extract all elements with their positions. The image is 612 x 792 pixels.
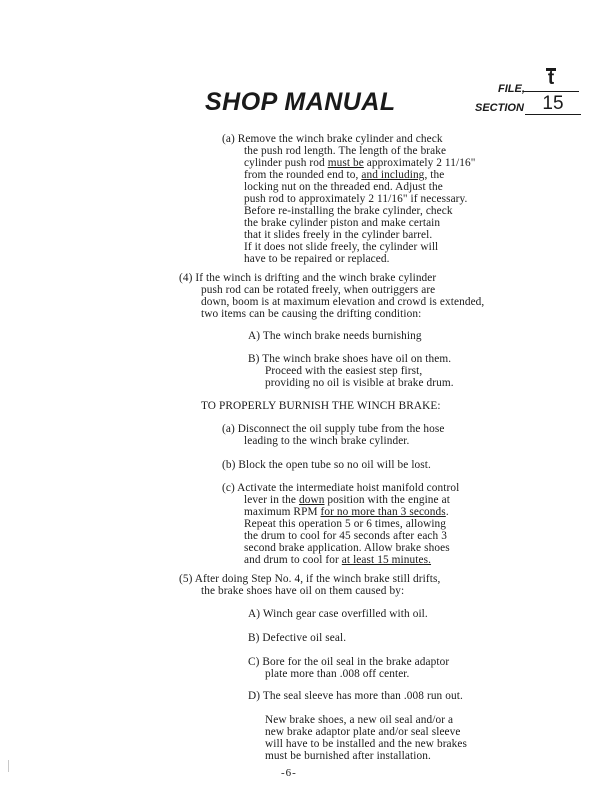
text-line: from the rounded end to, and including, the: [244, 169, 445, 181]
step-5-item-b: [248, 632, 346, 644]
section-value: 15: [525, 94, 581, 115]
text-line: (a) Disconnect the oil supply tube from the hose: [222, 423, 445, 435]
page-number: -6-: [281, 767, 297, 779]
burnish-step-a: [222, 423, 445, 447]
file-label: FILE,: [498, 83, 525, 95]
underlined-text: down: [298, 494, 325, 506]
text-line: plate more than .008 off center.: [265, 668, 410, 680]
text-line: (c) Activate the intermediate hoist manifold control: [222, 482, 460, 494]
text-line: B) The winch brake shoes have oil on them.: [248, 353, 452, 365]
section-label: SECTION: [475, 102, 524, 114]
page-title: SHOP MANUAL: [205, 88, 396, 116]
scan-edge-mark: [8, 760, 9, 772]
text-line: the brake shoes have oil on them caused by:: [201, 585, 405, 597]
final-note: [265, 714, 467, 762]
text-line: Repeat this operation 5 or 6 times, allowing: [244, 518, 447, 530]
underlined-text: for no more than 3 seconds: [320, 506, 446, 518]
step-a-check-push-rod: [222, 133, 475, 265]
text-line: New brake shoes, a new oil seal and/or a: [265, 714, 454, 726]
step-5-item-c: [248, 656, 449, 680]
burnish-heading: TO PROPERLY BURNISH THE WINCH BRAKE:: [201, 400, 441, 412]
text-line: C) Bore for the oil seal in the brake adaptor: [248, 656, 450, 668]
text-line: have to be repaired or replaced.: [244, 253, 390, 265]
text-line: Before re-installing the brake cylinder, check: [244, 205, 453, 217]
burnish-step-b: [222, 459, 431, 471]
text-line: the brake cylinder piston and make certain: [244, 217, 441, 229]
text-line: that it slides freely in the cylinder barrel.: [244, 229, 433, 241]
text-line: cylinder push rod must be approximately 2 11/16": [244, 157, 476, 169]
text-line: (4) If the winch is drifting and the winch brake cylinder: [179, 272, 437, 284]
text-line: providing no oil is visible at brake drum.: [265, 377, 454, 389]
text-line: lever in the down position with the engine at: [244, 494, 450, 506]
text-line: two items can be causing the drifting condition:: [201, 308, 422, 320]
step-4-item-b: [248, 353, 454, 389]
text-line: second brake application. Allow brake shoes: [244, 542, 450, 554]
text-line: A) The winch brake needs burnishing: [248, 330, 422, 342]
text-line: push rod can be rotated freely, when outriggers are: [201, 284, 436, 296]
text-line: the push rod length. The length of the brake: [244, 145, 447, 157]
text-line: (b) Block the open tube so no oil will be lost.: [222, 459, 431, 471]
step-5-item-d: [248, 690, 463, 702]
step-5-item-a: [248, 608, 428, 620]
underlined-text: and including: [361, 169, 425, 181]
text-line: push rod to approximately 2 11/16" if necessary.: [244, 193, 468, 205]
text-line: leading to the winch brake cylinder.: [244, 435, 410, 447]
text-line: and drum to cool for at least 15 minutes.: [244, 554, 432, 566]
text-line: B) Defective oil seal.: [248, 632, 347, 644]
file-value: t: [523, 67, 579, 92]
underlined-text: must be: [327, 157, 364, 169]
text-line: will have to be installed and the new brakes: [265, 738, 468, 750]
text-line: maximum RPM for no more than 3 seconds.: [244, 506, 449, 518]
text-line: must be burnished after installation.: [265, 750, 431, 762]
text-line: A) Winch gear case overfilled with oil.: [248, 608, 428, 620]
text-line: the drum to cool for 45 seconds after each 3: [244, 530, 447, 542]
text-line: new brake adaptor plate and/or seal sleeve: [265, 726, 461, 738]
step-5-still-drifts: [179, 573, 440, 597]
text-line: If it does not slide freely, the cylinder will: [244, 241, 439, 253]
text-line: locking nut on the threaded end. Adjust the: [244, 181, 443, 193]
underlined-text: at least 15 minutes.: [341, 554, 432, 566]
step-4-drifting: [179, 272, 484, 320]
burnish-step-c: [222, 482, 459, 566]
text-line: down, boom is at maximum elevation and crowd is extended,: [201, 296, 485, 308]
step-4-item-a: [248, 330, 422, 342]
text-line: (a) Remove the winch brake cylinder and check: [222, 133, 443, 145]
text-line: Proceed with the easiest step first,: [265, 365, 423, 377]
text-line: (5) After doing Step No. 4, if the winch brake still drifts,: [179, 573, 441, 585]
text-line: D) The seal sleeve has more than .008 run out.: [248, 690, 463, 702]
